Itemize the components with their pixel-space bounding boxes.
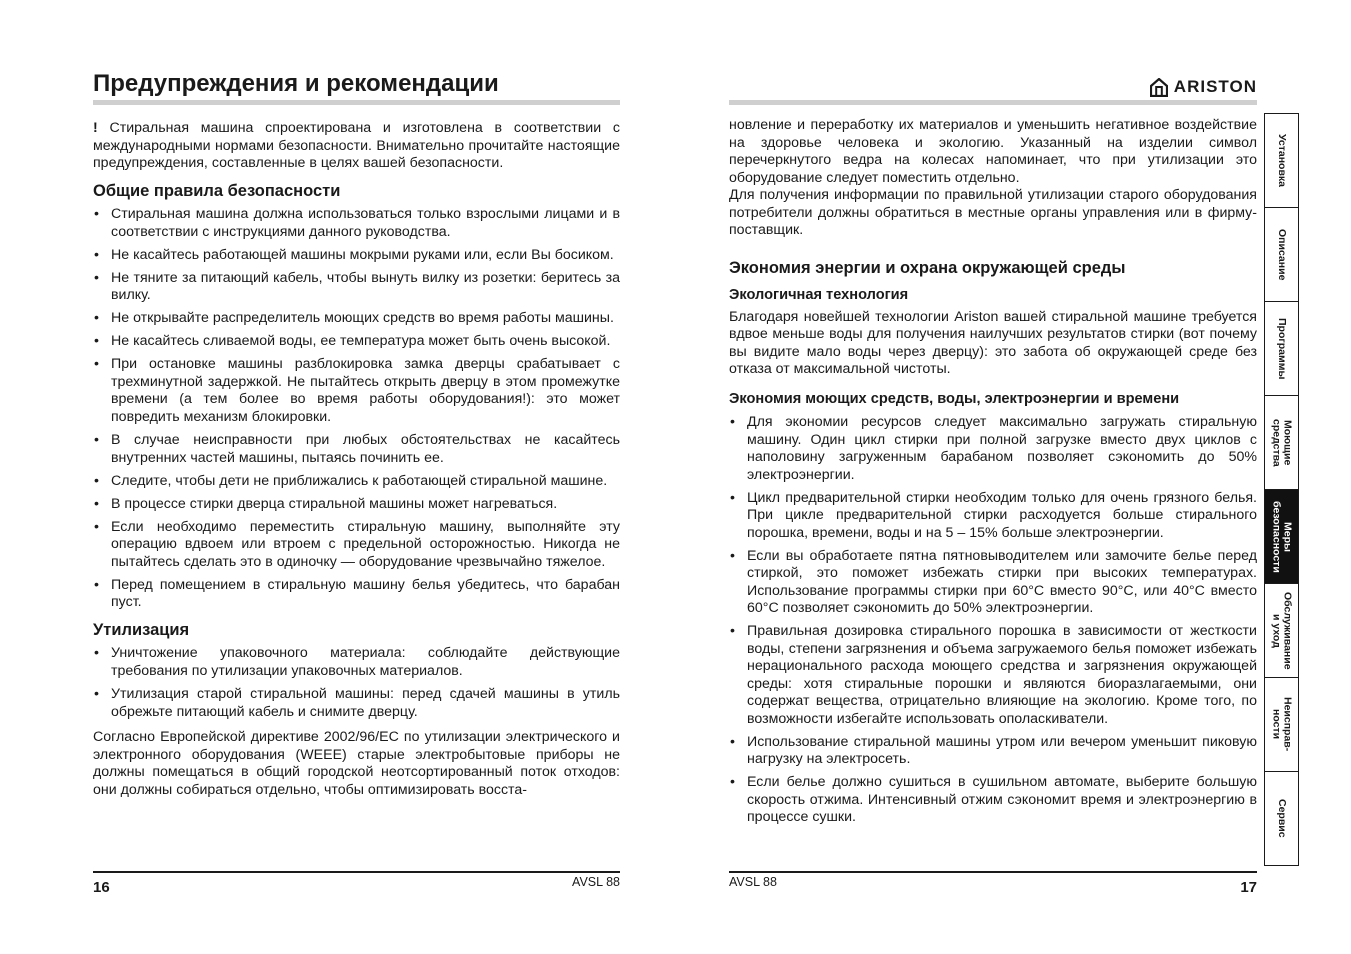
intro-paragraph — [93, 120, 620, 173]
intro-text: Стиральная машина спроектирована и изготовлена в соответствии с международными нормами безопасности. Внимательно прочитайте настоящие предупреждения, составленные в целях вашей безопасности. — [93, 120, 620, 171]
list-item: • Если необходимо переместить стиральную машину, выполняйте эту операцию вдвоем или втроем с предельной осторожностью. Никогда не пытайтесь сделать это в одиночку — оборудование чрезвычайно тяжелое. — [93, 519, 620, 572]
tab-label: Меры безопасности — [1270, 500, 1294, 573]
tab-maintenance[interactable] — [1265, 584, 1298, 678]
energy-heading: Экономия энергии и охрана окружающей среды — [729, 258, 1126, 277]
weee-paragraph: Согласно Европейской директиве 2002/96/EC по утилизации электрического и электронного оборудования (WEEE) старые электробытовые приборы не должны помещаться в общий городской неотсортированный поток отходов: они должны собираться отдельно, чтобы оптимизировать восста- — [93, 729, 620, 798]
model-label: AVSL 88 — [572, 875, 620, 889]
list-item: • Стиральная машина должна использоваться только взрослыми лицами и в соответствии с инструкциями данного руководства. — [93, 206, 620, 241]
page-title: Предупреждения и рекомендации — [93, 70, 499, 97]
continued-paragraph: новление и переработку их материалов и уменьшить негативное воздействие на здоровье человека и экологию. Указанный на изделии символ перечеркнутого ведра на колесах напоминает, что при утилизации это оборудование следует поместить отдельно. — [729, 117, 1257, 186]
model-label: AVSL 88 — [729, 875, 777, 889]
list-item: • Если белье должно сушиться в сушильном автомате, выберите большую скорость отжима. Интенсивный отжим сэкономит время и электроэнергию в процессе сушки. — [729, 774, 1257, 827]
disposal-heading: Утилизация — [93, 620, 190, 639]
tab-label: Обслуживание и уход — [1270, 591, 1294, 670]
list-item: • При остановке машины разблокировка замка дверцы срабатывает с трехминутной задержкой. Не пытайтесь открыть дверцу в этом промежутке времени (а тем более во время работы оборудования!): это может повредить механизм блокировки. — [93, 356, 620, 426]
list-item: • В процессе стирки дверца стиральной машины может нагреваться. — [93, 496, 620, 514]
general-safety-list — [93, 206, 620, 612]
tab-service[interactable] — [1265, 772, 1298, 865]
page-number: 16 — [93, 879, 110, 896]
title-rule — [729, 100, 1257, 105]
footer-rule — [729, 871, 1257, 873]
tab-detergents[interactable] — [1265, 396, 1298, 490]
list-item: • Если вы обработаете пятна пятновыводителем или замочите белье перед стиркой, это поможет избежать стирки при высоких температурах. Использование программы стирки при 60°C вместо 90°C, или 40°C вместо 60°C позволяет сэкономить до 50% электроэнергии. — [729, 548, 1257, 618]
list-item: • Уничтожение упаковочного материала: соблюдайте действующие требования по утилизации упаковочных материалов. — [93, 645, 620, 680]
tab-installation[interactable] — [1265, 114, 1298, 208]
general-safety-heading: Общие правила безопасности — [93, 181, 341, 200]
disposal-list — [93, 645, 620, 721]
list-item: • Утилизация старой стиральной машины: перед сдачей машины в утиль обрежьте питающий кабель и снимите дверцу. — [93, 686, 620, 721]
brand-name: ARISTON — [1173, 77, 1257, 96]
info-paragraph: Для получения информации по правильной утилизации старого оборудования потребители должны обратиться в местные органы управления или в фирму-поставщик. — [729, 187, 1257, 238]
list-item: • Не тяните за питающий кабель, чтобы вынуть вилку из розетки: беритесь за вилку. — [93, 270, 620, 305]
page-number: 17 — [1240, 879, 1257, 896]
list-item: • Использование стиральной машины утром или вечером уменьшит пиковую нагрузку на электросеть. — [729, 734, 1257, 769]
section-tabs — [1264, 113, 1299, 866]
tab-troubleshooting[interactable] — [1265, 678, 1298, 772]
list-item: • Не касайтесь сливаемой воды, ее температура может быть очень высокой. — [93, 333, 620, 351]
list-item: • Следите, чтобы дети не приближались к работающей стиральной машине. — [93, 473, 620, 491]
savings-list — [729, 414, 1257, 827]
list-item: • Не касайтесь работающей машины мокрыми руками или, если Вы босиком. — [93, 247, 620, 265]
brand-logo — [1150, 76, 1257, 98]
tab-safety[interactable] — [1265, 490, 1298, 584]
list-item: • В случае неисправности при любых обстоятельствах не касайтесь внутренних частей машины, пытаясь починить ее. — [93, 432, 620, 467]
title-rule — [93, 100, 620, 105]
savings-heading: Экономия моющих средств, воды, электроэнергии и времени — [729, 390, 1180, 407]
tab-label: Программы — [1276, 317, 1288, 380]
tab-label: Описание — [1276, 228, 1288, 281]
left-column — [93, 120, 620, 805]
tab-label: Сервис — [1276, 799, 1288, 838]
right-column — [729, 117, 1257, 835]
tab-description[interactable] — [1265, 208, 1298, 302]
warning-mark: ! — [93, 120, 98, 136]
tab-programs[interactable] — [1265, 302, 1298, 396]
ariston-house-logo-icon — [1150, 78, 1168, 97]
eco-tech-heading: Экологичная технология — [729, 287, 909, 303]
tab-label: Неисправ- ности — [1270, 697, 1294, 752]
eco-tech-paragraph: Благодаря новейшей технологии Ariston вашей стиральной машине требуется вдвое меньше воды для получения наилучших результатов стирки (вот почему вы видите мало воды через дверцу): это забота об окружающей среде без отказа от максимальной чистоты. — [729, 308, 1257, 377]
tab-label: Установка — [1276, 134, 1288, 187]
list-item: • Перед помещением в стиральную машину белья убедитесь, что барабан пуст. — [93, 577, 620, 612]
list-item: • Для экономии ресурсов следует максимально загружать стиральную машину. Один цикл стирки при полной загрузке вместо двух циклов с наполовину загруженным барабаном позволяет сэкономить до 50% электроэнергии. — [729, 414, 1257, 484]
footer-rule — [93, 871, 620, 873]
list-item: • Правильная дозировка стирального порошка в зависимости от жесткости воды, степени загрязнения и объема загружаемого белья поможет избежать нерационального расхода моющего средства и загрязнения окружающей среды: хотя стиральные порошки и являются биоразлагаемыми, они содержат вещества, отрицательно влияющие на экологию. Кроме того, по возможности избегайте использовать ополаскиватели. — [729, 623, 1257, 728]
tab-label: Моющие средства — [1270, 418, 1294, 467]
list-item: • Не открывайте распределитель моющих средств во время работы машины. — [93, 310, 620, 328]
list-item: • Цикл предварительной стирки необходим только для очень грязного белья. При цикле предварительной стирки расходуется больше стирального порошка, времени, воды и на 5 – 15% больше электроэнергии. — [729, 490, 1257, 543]
